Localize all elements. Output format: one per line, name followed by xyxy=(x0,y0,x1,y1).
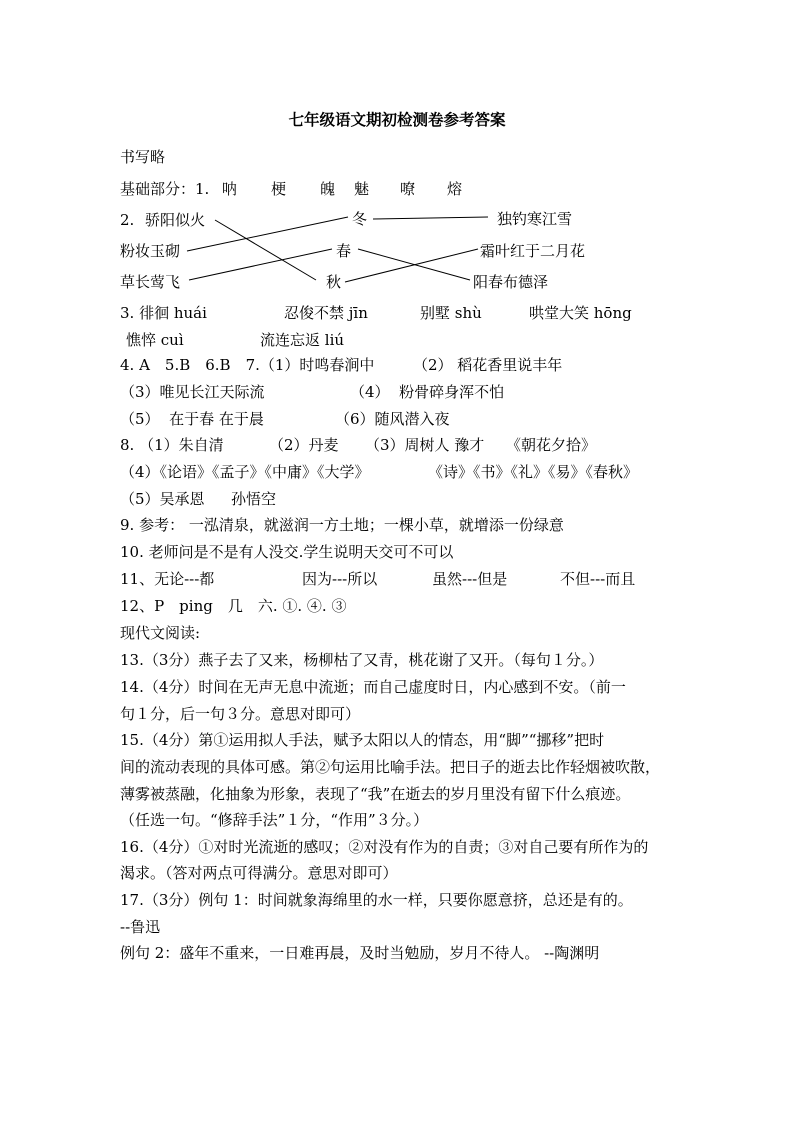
matching-right-item: 独钓寒江雪 xyxy=(497,210,573,228)
connector-line xyxy=(373,217,488,219)
connector-line xyxy=(358,249,470,280)
q3-item: 流连忘返 liú xyxy=(260,331,345,349)
matching-left-item: 粉妆玉砌 xyxy=(120,242,181,260)
q8-answer: （5）吴承恩 xyxy=(120,490,205,508)
matching-right-item: 阳春布德泽 xyxy=(473,273,549,291)
matching-number: 2. xyxy=(120,211,135,229)
q17-answer-line: --鲁迅 xyxy=(120,918,161,936)
q13-answer: 13.（3分）燕子去了又来，杨柳枯了又青，桃花谢了又开。（每句１分。） xyxy=(120,651,604,669)
q7-answer: （5） 在于春 在于晨 xyxy=(120,410,264,428)
q16-answer-line: 渴求。（答对两点可得满分。意思对即可） xyxy=(120,864,398,882)
q1-word: 梗 xyxy=(271,180,287,198)
q1-prefix: 基础部分：1. xyxy=(120,180,210,198)
q8-answer: （3）周树人 豫才 xyxy=(365,436,485,454)
handwriting-note: 书写略 xyxy=(120,148,166,166)
matching-left-item: 骄阳似火 xyxy=(145,211,206,229)
q15-answer-line: 间的流动表现的具体可感。第②句运用比喻手法。把日子的逝去比作轻烟被吹散， xyxy=(120,758,661,776)
connector-line xyxy=(345,249,478,282)
q16-answer-line: 16.（4分）①对时光流逝的感叹；②对没有作为的自责；③对自己要有所作为的 xyxy=(120,838,649,856)
q14-answer-line: 句１分，后一句３分。意思对即可） xyxy=(120,705,361,723)
q11-answer: 虽然---但是 xyxy=(432,570,508,588)
q1-word: 魄 xyxy=(320,180,336,198)
q1-word: 熔 xyxy=(447,180,463,198)
q11-answer: 因为---所以 xyxy=(302,570,378,588)
q14-answer-line: 14.（4分）时间在无声无息中流逝；而自己虚度时日，内心感到不安。（前一 xyxy=(120,678,626,696)
q8-answer: 《诗》《书》《礼》《易》《春秋》 xyxy=(428,463,639,481)
q15-answer-line: 15.（4分）第①运用拟人手法，赋予太阳以人的情态，用“脚”“挪移”把时 xyxy=(120,731,605,749)
q15-answer-line: （任选一句。“修辞手法”１分，“作用”３分。） xyxy=(120,811,429,829)
q8-answer: 孙悟空 xyxy=(231,490,277,508)
matching-middle-item: 冬 xyxy=(352,210,368,228)
q17-answer-line: 例句 2：盛年不重来，一日难再晨，及时当勉励，岁月不待人。 --陶渊明 xyxy=(120,944,600,962)
connector-line xyxy=(215,220,316,280)
page-title: 七年级语文期初检测卷参考答案 xyxy=(288,110,506,129)
q9-answer: 9. 参考： 一泓清泉，就滋润一方土地；一棵小草，就增添一份绿意 xyxy=(120,516,564,534)
q11-answer: 11、无论---都 xyxy=(120,570,215,588)
q3-item: 憔悴 cuì xyxy=(126,331,184,349)
q8-answer: （2）丹麦 xyxy=(269,436,339,454)
connector-line xyxy=(187,217,348,251)
q1-word: 呐 xyxy=(222,180,238,198)
q8-answer: （4）《论语》《孟子》《中庸》《大学》 xyxy=(120,463,370,481)
q1-word: 魅 xyxy=(354,180,370,198)
q3-item: 3. 徘徊 huái xyxy=(120,304,207,322)
matching-middle-item: 春 xyxy=(336,242,352,260)
q4-7-answer: 4. A 5.B 6.B 7.（1）时鸣春涧中 xyxy=(120,356,375,374)
connector-line xyxy=(189,249,332,280)
q3-item: 哄堂大笑 hōng xyxy=(529,304,632,322)
q15-answer-line: 薄雾被蒸融，化抽象为形象，表现了“我”在逝去的岁月里没有留下什么痕迹。 xyxy=(120,785,631,803)
section-heading: 现代文阅读: xyxy=(120,624,201,642)
q11-answer: 不但---而且 xyxy=(560,570,636,588)
q10-answer: 10. 老师问是不是有人没交.学生说明天交可不可以 xyxy=(120,543,454,561)
q8-answer: 《朝花夕拾》 xyxy=(506,436,597,454)
matching-left-item: 草长莺飞 xyxy=(120,273,181,291)
q7-answer: （2） 稻花香里说丰年 xyxy=(413,356,563,374)
q12-answer: 12、P ping 几 六. ①. ④. ③ xyxy=(120,597,347,615)
q7-answer: （6）随风潜入夜 xyxy=(335,410,450,428)
q7-answer: （4） 粉骨碎身浑不怕 xyxy=(350,383,505,401)
q3-item: 忍俊不禁 jīn xyxy=(284,304,368,322)
q8-answer: 8. （1）朱自清 xyxy=(120,436,224,454)
q17-answer-line: 17.（3分）例句 1：时间就象海绵里的水一样，只要你愿意挤，总还是有的。 xyxy=(120,891,633,909)
q3-item: 别墅 shù xyxy=(420,304,482,322)
q7-answer: （3）唯见长江天际流 xyxy=(120,383,265,401)
q1-word: 嘹 xyxy=(400,180,416,198)
matching-right-item: 霜叶红于二月花 xyxy=(480,242,586,260)
matching-middle-item: 秋 xyxy=(326,273,342,291)
